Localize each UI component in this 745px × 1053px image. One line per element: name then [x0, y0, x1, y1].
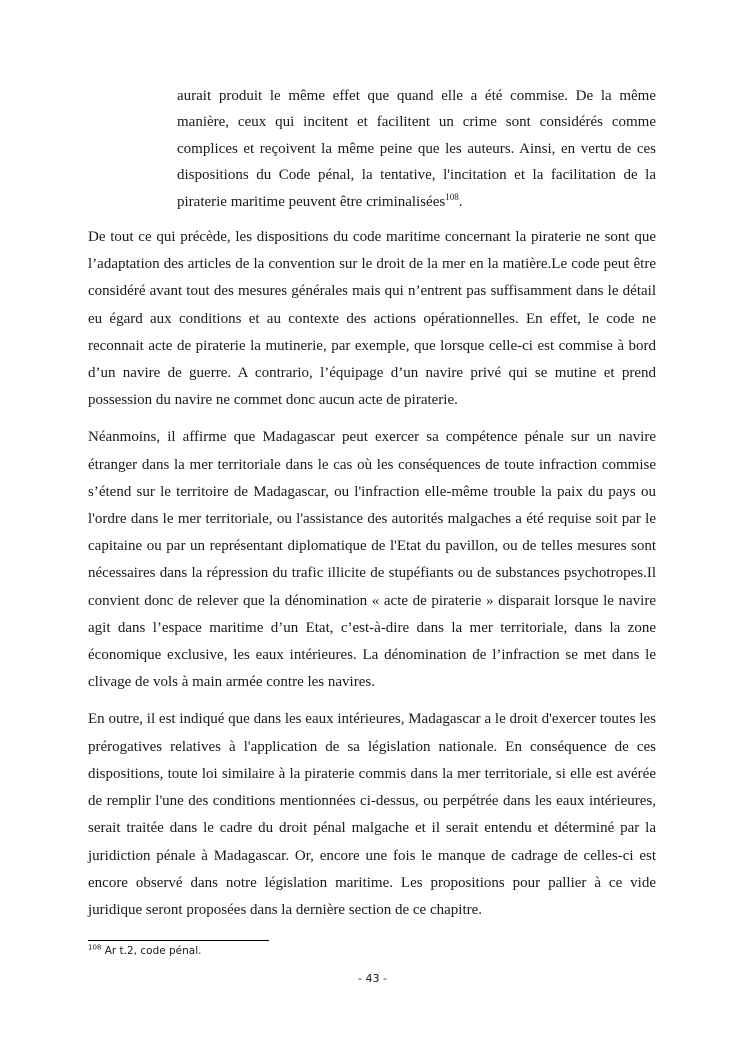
footnote-divider: [88, 940, 269, 941]
page-body: [88, 83, 656, 924]
indented-quote: [177, 83, 656, 215]
quote-text: aurait produit le même effet que quand elle a été commise. De la même manière, ceux qui incitent et facilitent un crime sont considérés comme complices et reçoivent la même peine que les auteurs. Ainsi, en vertu de ces dispositions du Code pénal, la tentative, l'incitation et la facilitation de la piraterie maritime peuvent être criminalisées: [177, 88, 656, 210]
paragraph-3: En outre, il est indiqué que dans les eaux intérieures, Madagascar a le droit d'exercer toutes les prérogatives relatives à l'application de sa législation nationale. En conséquence de ces dispositions, toute loi similaire à la piraterie commis dans la mer territoriale, si elle est avérée de remplir l'une des conditions mentionnées ci-dessus, ou perpétrée dans les eaux intérieures, serait traitée dans le cadre du droit pénal malgache et il serait entendu et déterminé par la juridiction pénale à Madagascar. Or, encore une fois le manque de cadrage de celles-ci est encore observé dans notre législation maritime. Les propositions pour pallier à ce vide juridique seront proposées dans la dernière section de ce chapitre.: [88, 711, 656, 918]
footnote-text: Ar t.2, code pénal.: [101, 945, 202, 957]
footnote-number: 108: [88, 943, 102, 952]
page-number: - 43 -: [358, 972, 387, 985]
footnote: [88, 945, 202, 957]
paragraph-2: Néanmoins, il affirme que Madagascar peut exercer sa compétence pénale sur un navire étranger dans la mer territoriale dans le cas où les conséquences de toute infraction commise s’étend sur le territoire de Madagascar, ou l'infraction elle-même trouble la paix du pays ou l'ordre dans le mer territoriale, ou l'assistance des autorités malgaches a été requise soit par le capitaine ou par un représentant diplomatique de l'Etat du pavillon, ou de telles mesures sont nécessaires dans la répression du trafic illicite de stupéfiants ou de substances psychotropes.Il convient donc de relever que la dénomination « acte de piraterie » disparait lorsque le navire agit dans l’espace maritime d’un Etat, c’est-à-dire dans la mer territoriale, dans la zone économique exclusive, les eaux intérieures. La dénomination de l’infraction se met dans le clivage de vols à main armée contre les navires.: [88, 429, 656, 691]
quote-end: .: [458, 193, 463, 210]
paragraph-1: De tout ce qui précède, les dispositions du code maritime concernant la piraterie ne sont que l’adaptation des articles de la convention sur le droit de la mer en la matière.Le code peut être considéré avant tout des mesures générales mais qui n’entrent pas suffisamment dans le détail eu égard aux conditions et au contexte des actions opérationnelles. En effet, le code ne reconnait acte de piraterie la mutinerie, par exemple, que lorsque celle-ci est commise à bord d’un navire de guerre. A contrario, l’équipage d’un navire privé qui se mutine et prend possession du navire ne commet donc aucun acte de piraterie.: [88, 229, 656, 409]
footnote-reference: 108: [445, 191, 459, 202]
